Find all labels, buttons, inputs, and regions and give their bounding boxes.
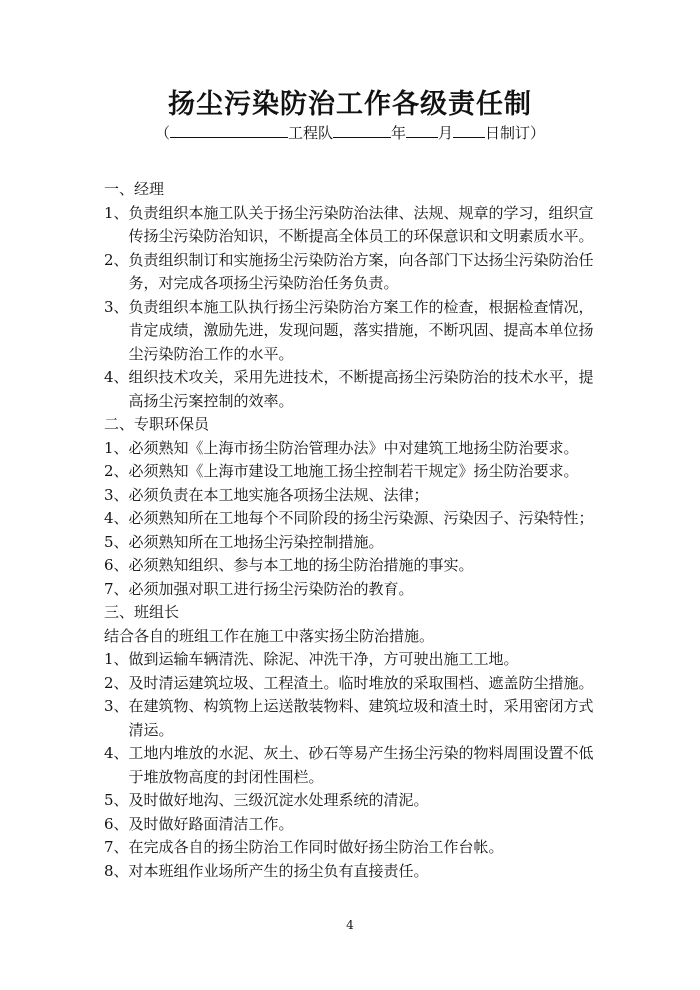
item-number: 8、 [104,861,129,880]
list-item [104,437,600,461]
subtitle-open: （ [154,124,170,142]
subtitle-team: 工程队 [287,124,333,142]
list-item [104,202,600,249]
item-number: 7、 [104,579,129,598]
section-heading: 二、专职环保员 [104,415,210,433]
list-item [104,460,600,484]
list-item [104,578,600,602]
item-text: 及时清运建筑垃圾、工程渣土。临时堆放的采取围档、遮盖防尘措施。 [128,673,594,692]
item-number: 4、 [104,744,129,762]
list-item [104,484,600,508]
item-text: 工地内堆放的水泥、灰土、砂石等易产生扬尘污染的物料周围设置不低于堆放物高度的封闭性围栏。 [128,744,594,786]
item-text: 负责组织本施工队关于扬尘污染防治法律、法规、规章的学习，组织宣传扬尘污染防治知识，不断提高全体员工的环保意识和文明素质水平。 [128,203,594,245]
list-item [104,789,600,813]
list-item [104,554,600,578]
item-text: 负责组织制订和实施扬尘污染防治方案，向各部门下达扬尘污染防治任务，对完成各项扬尘污染防治任务负责。 [128,250,594,292]
list-item [104,836,600,860]
list-item [104,296,600,367]
item-number: 4、 [104,509,129,527]
year-blank [333,123,391,138]
section-intro: 结合各自的班组工作在施工中落实扬尘防治措施。 [104,626,435,645]
subtitle [0,122,700,143]
item-text: 必须熟知所在工地扬尘污染控制措施。 [128,532,384,551]
section-heading: 一、经理 [104,180,165,198]
item-text: 必须熟知所在工地每个不同阶段的扬尘污染源、污染因子、污染特性； [128,509,594,527]
item-text: 必须熟知组织、参与本工地的扬尘防治措施的事实。 [128,556,474,574]
day-blank [453,123,485,138]
item-text: 必须熟知《上海市扬尘防治管理办法》中对建筑工地扬尘防治要求。 [128,438,579,457]
subtitle-year: 年 [390,124,406,142]
month-blank [406,123,438,138]
item-number: 6、 [104,814,129,833]
item-number: 5、 [104,532,129,551]
section-heading: 三、班组长 [104,603,180,621]
item-number: 3、 [104,297,129,316]
item-text: 必须负责在本工地实施各项扬尘法规、法律； [128,485,429,504]
list-item [104,249,600,296]
item-text: 负责组织本施工队执行扬尘污染防治方案工作的检查，根据检查情况，肯定成绩，激励先进，发现问题，落实措施，不断巩固、提高本单位扬尘污染防治工作的水平。 [128,297,594,363]
item-text: 在完成各自的扬尘防治工作同时做好扬尘防治工作台帐。 [128,838,504,856]
item-number: 1、 [104,438,129,457]
item-number: 2、 [104,250,129,269]
team-name-blank [170,123,288,138]
item-number: 7、 [104,838,129,856]
page-number: 4 [346,918,354,932]
item-text: 在建筑物、构筑物上运送散装物料、建筑垃圾和渣土时，采用密闭方式清运。 [128,697,594,739]
subtitle-day: 日制订） [485,124,546,142]
item-number: 3、 [104,485,129,504]
item-text: 对本班组作业场所产生的扬尘负有直接责任。 [128,861,429,880]
list-item [104,742,600,789]
list-item [104,507,600,531]
item-number: 1、 [104,203,129,222]
item-text: 组织技术攻关，采用先进技术，不断提高扬尘污染防治的技术水平，提高扬尘污案控制的效率。 [128,368,594,410]
item-number: 4、 [104,368,129,386]
item-number: 5、 [104,791,129,809]
list-item [104,860,600,884]
subtitle-month: 月 [438,124,454,142]
page-title: 扬尘污染防治工作各级责任制 [168,89,532,120]
item-number: 6、 [104,556,129,574]
list-item [104,672,600,696]
item-text: 及时做好路面清洁工作。 [128,814,294,833]
item-text: 必须加强对职工进行扬尘污染防治的教育。 [128,579,414,598]
list-item [104,648,600,672]
item-text: 做到运输车辆清洗、除泥、冲洗干净，方可驶出施工工地。 [128,650,519,668]
list-item [104,366,600,413]
item-number: 3、 [104,697,129,715]
item-text: 必须熟知《上海市建设工地施工扬尘控制若干规定》扬尘防治要求。 [128,462,579,480]
item-number: 1、 [104,650,129,668]
item-number: 2、 [104,462,129,480]
list-item [104,695,600,742]
list-item [104,813,600,837]
list-item [104,531,600,555]
item-text: 及时做好地沟、三级沉淀水处理系统的清泥。 [128,791,429,809]
document-body [104,178,600,883]
item-number: 2、 [104,673,129,692]
